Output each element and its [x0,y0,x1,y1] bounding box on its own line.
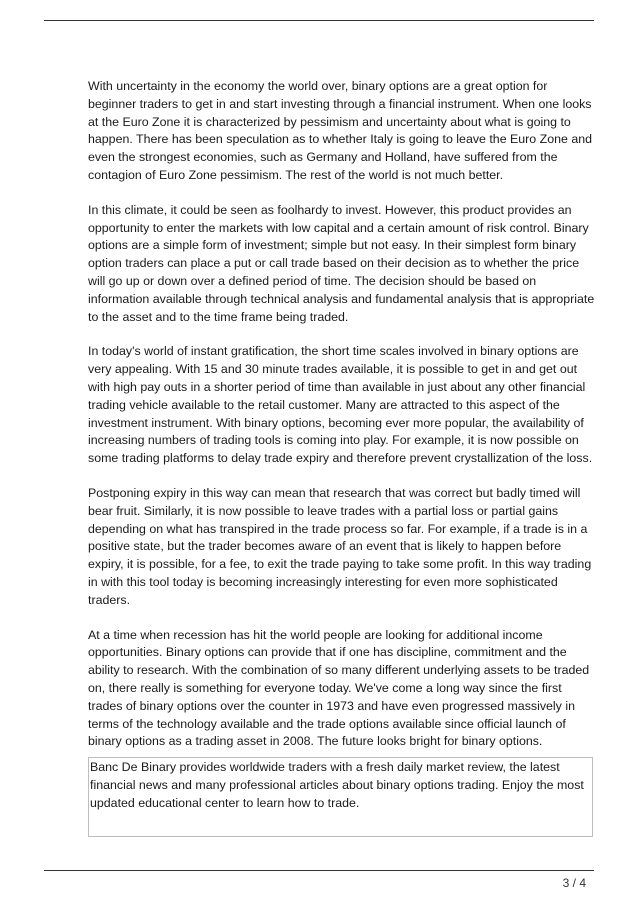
paragraph: With uncertainty in the economy the world over, binary options are a great option for beginner traders to get in and start investing through a financial instrument. When one looks at the Euro Zone it is characterized by pessimism and uncertainty about what is going to happen. There has been speculation as to whether Italy is going to leave the Euro Zone and even the strongest economies, such as Germany and Holland, have suffered from the contagion of Euro Zone pessimism. The rest of the world is not much better. [88,79,592,182]
document-body [88,78,596,768]
promo-callout-box: Banc De Binary provides worldwide traders with a fresh daily market review, the latest financial news and many professional articles about binary options trading. Enjoy the most updated educational center to learn how to trade. [88,757,593,837]
paragraph: In this climate, it could be seen as foolhardy to invest. However, this product provides an opportunity to enter the markets with low capital and a certain amount of risk control. Binary options are a simple form of investment; simple but not easy. In their simplest form binary option traders can place a put or call trade based on their decision as to whether the price will go up or down over a defined period of time. The decision should be based on information available through technical analysis and fundamental analysis that is appropriate to the asset and to the time frame being traded. [88,202,595,324]
paragraph: At a time when recession has hit the world people are looking for additional income opportunities. Binary options can provide that if one has discipline, commitment and the ability to research. With the combination of so many different underlying assets to be traded on, there really is something for everyone today. We've come a long way since the first trades of binary options over the counter in 1973 and have even progressed massively in terms of the technology available and the trade options available since official launch of binary options as a trading asset in 2008. The future looks bright for binary options. [88,627,590,749]
paragraph: Postponing expiry in this way can mean that research that was correct but badly timed will bear fruit. Similarly, it is now possible to leave trades with a partial loss or partial gains depending on what has transpired in the trade process so far. For example, if a trade is in a positive state, but the trader becomes aware of an event that is likely to happen before expiry, it is possible, for a fee, to exit the trade paying to take some profit. In this way trading in with this tool today is becoming increasingly interesting for even more sophisticated traders. [88,485,592,607]
footer-rule [44,870,594,871]
page-number: 3 / 4 [562,876,586,890]
paragraph: In today's world of instant gratification, the short time scales involved in binary options are very appealing. With 15 and 30 minute trades available, it is possible to get in and get out with high pay outs in a shorter period of time than available in just about any other financial trading vehicle available to the retail customer. Many are attracted to this aspect of the investment instrument. With binary options, becoming ever more popular, the availability of increasing numbers of trading tools is coming into play. For example, it is now possible on some trading platforms to delay trade expiry and therefore prevent crystallization of the loss. [88,344,593,466]
header-rule [44,20,594,21]
